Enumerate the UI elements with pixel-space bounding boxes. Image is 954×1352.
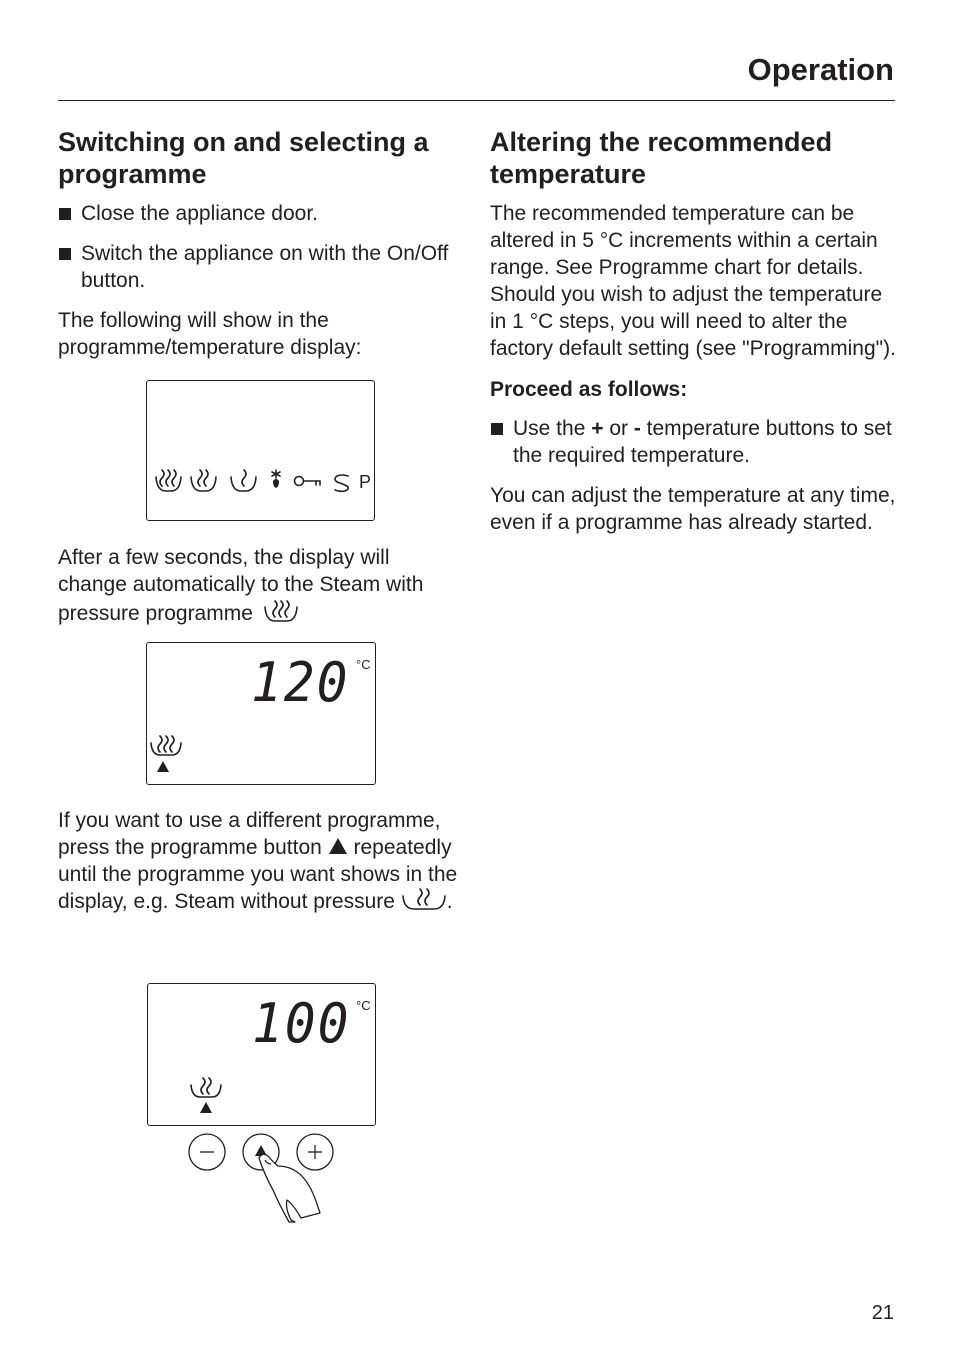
after-seconds-paragraph xyxy=(58,544,463,627)
display-initial-symbols xyxy=(147,381,376,522)
finger-press-icon xyxy=(259,1154,320,1222)
reheat-icon xyxy=(335,475,348,491)
bullet-item xyxy=(490,415,900,469)
after-seconds-text: After a few seconds, the display will change automatically to the Steam with pressure programme xyxy=(58,546,424,625)
programme-arrow-icon xyxy=(328,837,348,855)
minus-sign: - xyxy=(633,417,641,440)
minus-button-icon[interactable] xyxy=(189,1134,225,1170)
header-rule xyxy=(58,100,895,101)
temperature-readout: 120 xyxy=(251,651,350,714)
left-heading: Switching on and selecting a programme xyxy=(58,127,429,189)
bullet-square xyxy=(491,423,503,435)
display-steam-with-pressure xyxy=(146,642,376,785)
steam-with-pressure-icon xyxy=(156,470,181,491)
right-column xyxy=(490,126,900,549)
bullet-item xyxy=(58,200,463,227)
bullet-square xyxy=(59,208,71,220)
bullet-item xyxy=(58,240,463,294)
section-title: Operation xyxy=(747,52,894,87)
defrost-drop xyxy=(273,479,279,488)
steam-without-pressure-icon xyxy=(191,470,216,491)
different-programme-paragraph xyxy=(58,807,463,915)
bullet-text-mid: or xyxy=(603,417,634,440)
plus-sign: + xyxy=(591,417,604,440)
different-programme-text-b: repeatedly until the programme you want shows in the display, e.g. Steam without pressure xyxy=(58,836,458,913)
program-letter: P xyxy=(359,472,372,492)
steam-low-icon xyxy=(231,470,256,491)
programme-arrow-icon xyxy=(157,761,169,772)
different-programme-text-c: . xyxy=(446,890,453,913)
steam-with-pressure-icon xyxy=(151,736,181,755)
steam-without-pressure-icon xyxy=(401,888,447,912)
bullet-text: Close the appliance door. xyxy=(81,202,318,225)
display-initial xyxy=(146,380,375,521)
display-programme-indicator xyxy=(188,1077,228,1117)
programme-arrow-icon xyxy=(200,1102,212,1113)
page-number: 21 xyxy=(871,1302,894,1324)
adjust-anytime-paragraph: You can adjust the temperature at any time, even if a programme has already started. xyxy=(490,484,896,534)
right-heading: Altering the recommended temperature xyxy=(490,127,833,189)
temperature-unit: °C xyxy=(356,998,371,1013)
bullet-square xyxy=(59,248,71,260)
plus-button-icon[interactable] xyxy=(297,1134,333,1170)
steam-with-pressure-icon xyxy=(259,598,303,624)
right-intro-paragraph: The recommended temperature can be altered in 5 °C increments within a certain range. See Programme chart for details. Should you wish to adjust the temperature in 1 °C steps, you will need to alter the factory default setting (see "Programming"). xyxy=(490,202,896,360)
key-lock-icon xyxy=(295,477,321,486)
left-column xyxy=(58,126,463,374)
control-buttons-illustration xyxy=(183,1128,353,1228)
defrost-icon xyxy=(272,470,280,478)
bullet-text: Switch the appliance on with the On/Off button. xyxy=(81,242,449,292)
proceed-subheading: Proceed as follows: xyxy=(490,378,688,401)
intro-paragraph: The following will show in the programme/temperature display: xyxy=(58,309,362,359)
steam-without-pressure-icon xyxy=(191,1078,221,1097)
display-programme-indicator xyxy=(148,735,188,775)
temperature-readout: 100 xyxy=(252,992,351,1055)
bullet-text-post: temperature buttons to set the required temperature. xyxy=(513,417,892,467)
temperature-unit: °C xyxy=(356,657,371,672)
display-steam-without-pressure xyxy=(147,983,376,1126)
bullet-text-pre: Use the xyxy=(513,417,592,440)
different-programme-text-a: If you want to use a different programme, press the programme button xyxy=(58,809,441,859)
